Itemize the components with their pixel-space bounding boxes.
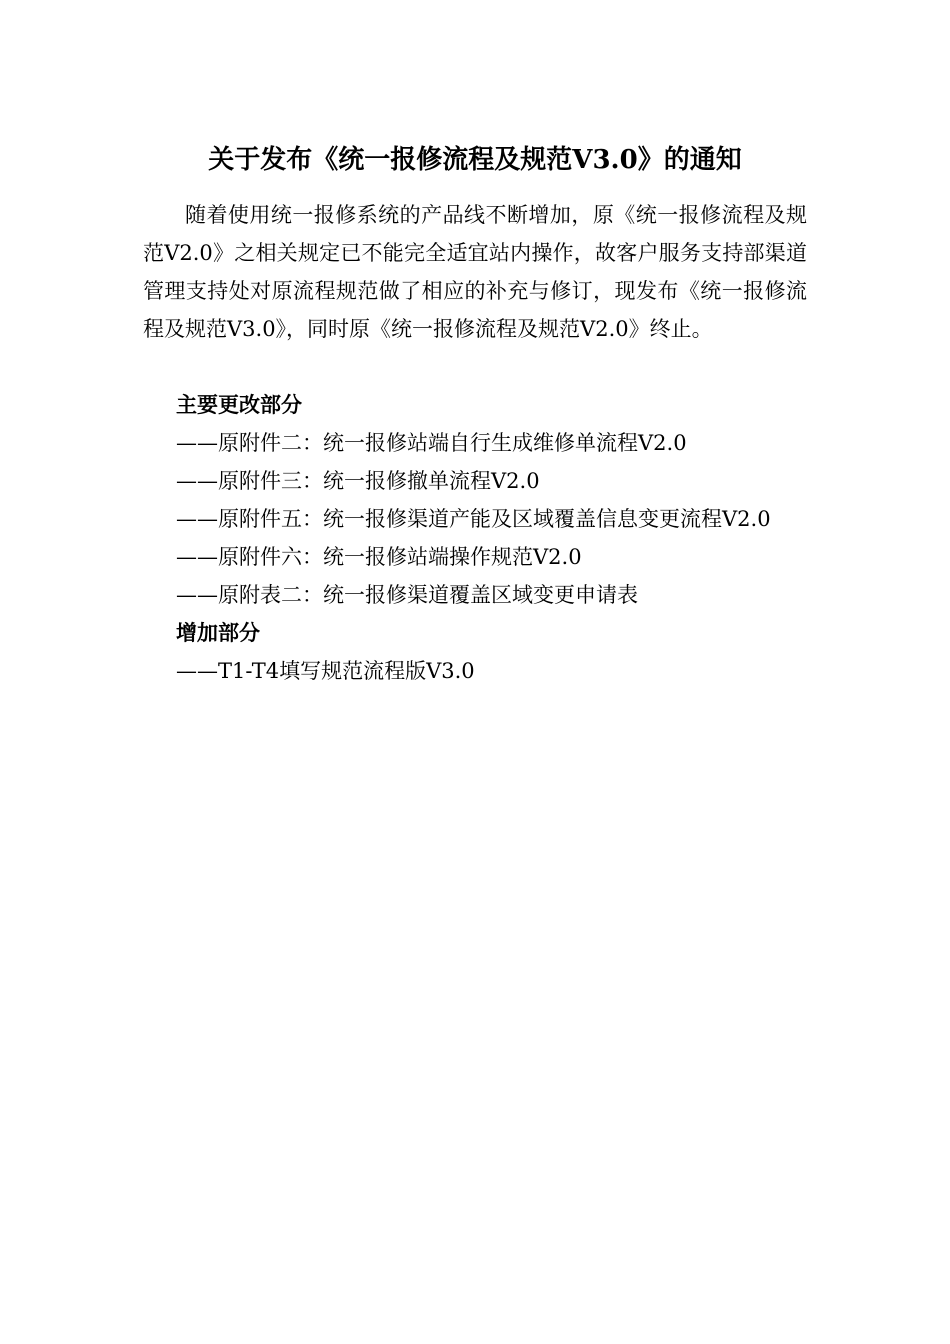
changes-heading: 主要更改部分 xyxy=(176,392,302,417)
change-item: ——原附件三：统一报修撤单流程V2.0 xyxy=(176,469,540,493)
additions-heading: 增加部分 xyxy=(176,620,260,645)
change-item: ——原附件二：统一报修站端自行生成维修单流程V2.0 xyxy=(176,431,687,455)
addition-item: ——T1-T4填写规范流程版V3.0 xyxy=(176,659,475,683)
body-paragraph: 随着使用统一报修系统的产品线不断增加，原《统一报修流程及规范V2.0》之相关规定已不能完全适宜站内操作，故客户服务支持部渠道管理支持处对原流程规范做了相应的补充与修订，现发布《统一报修流程及规范V3.0》，同时原《统一报修流程及规范V2.0》终止。 xyxy=(143,203,807,341)
change-item: ——原附件六：统一报修站端操作规范V2.0 xyxy=(176,545,582,569)
change-item: ——原附表二：统一报修渠道覆盖区域变更申请表 xyxy=(176,583,638,607)
change-item: ——原附件五：统一报修渠道产能及区域覆盖信息变更流程V2.0 xyxy=(176,507,771,531)
document-title: 关于发布《统一报修流程及规范V3.0》的通知 xyxy=(208,145,742,175)
